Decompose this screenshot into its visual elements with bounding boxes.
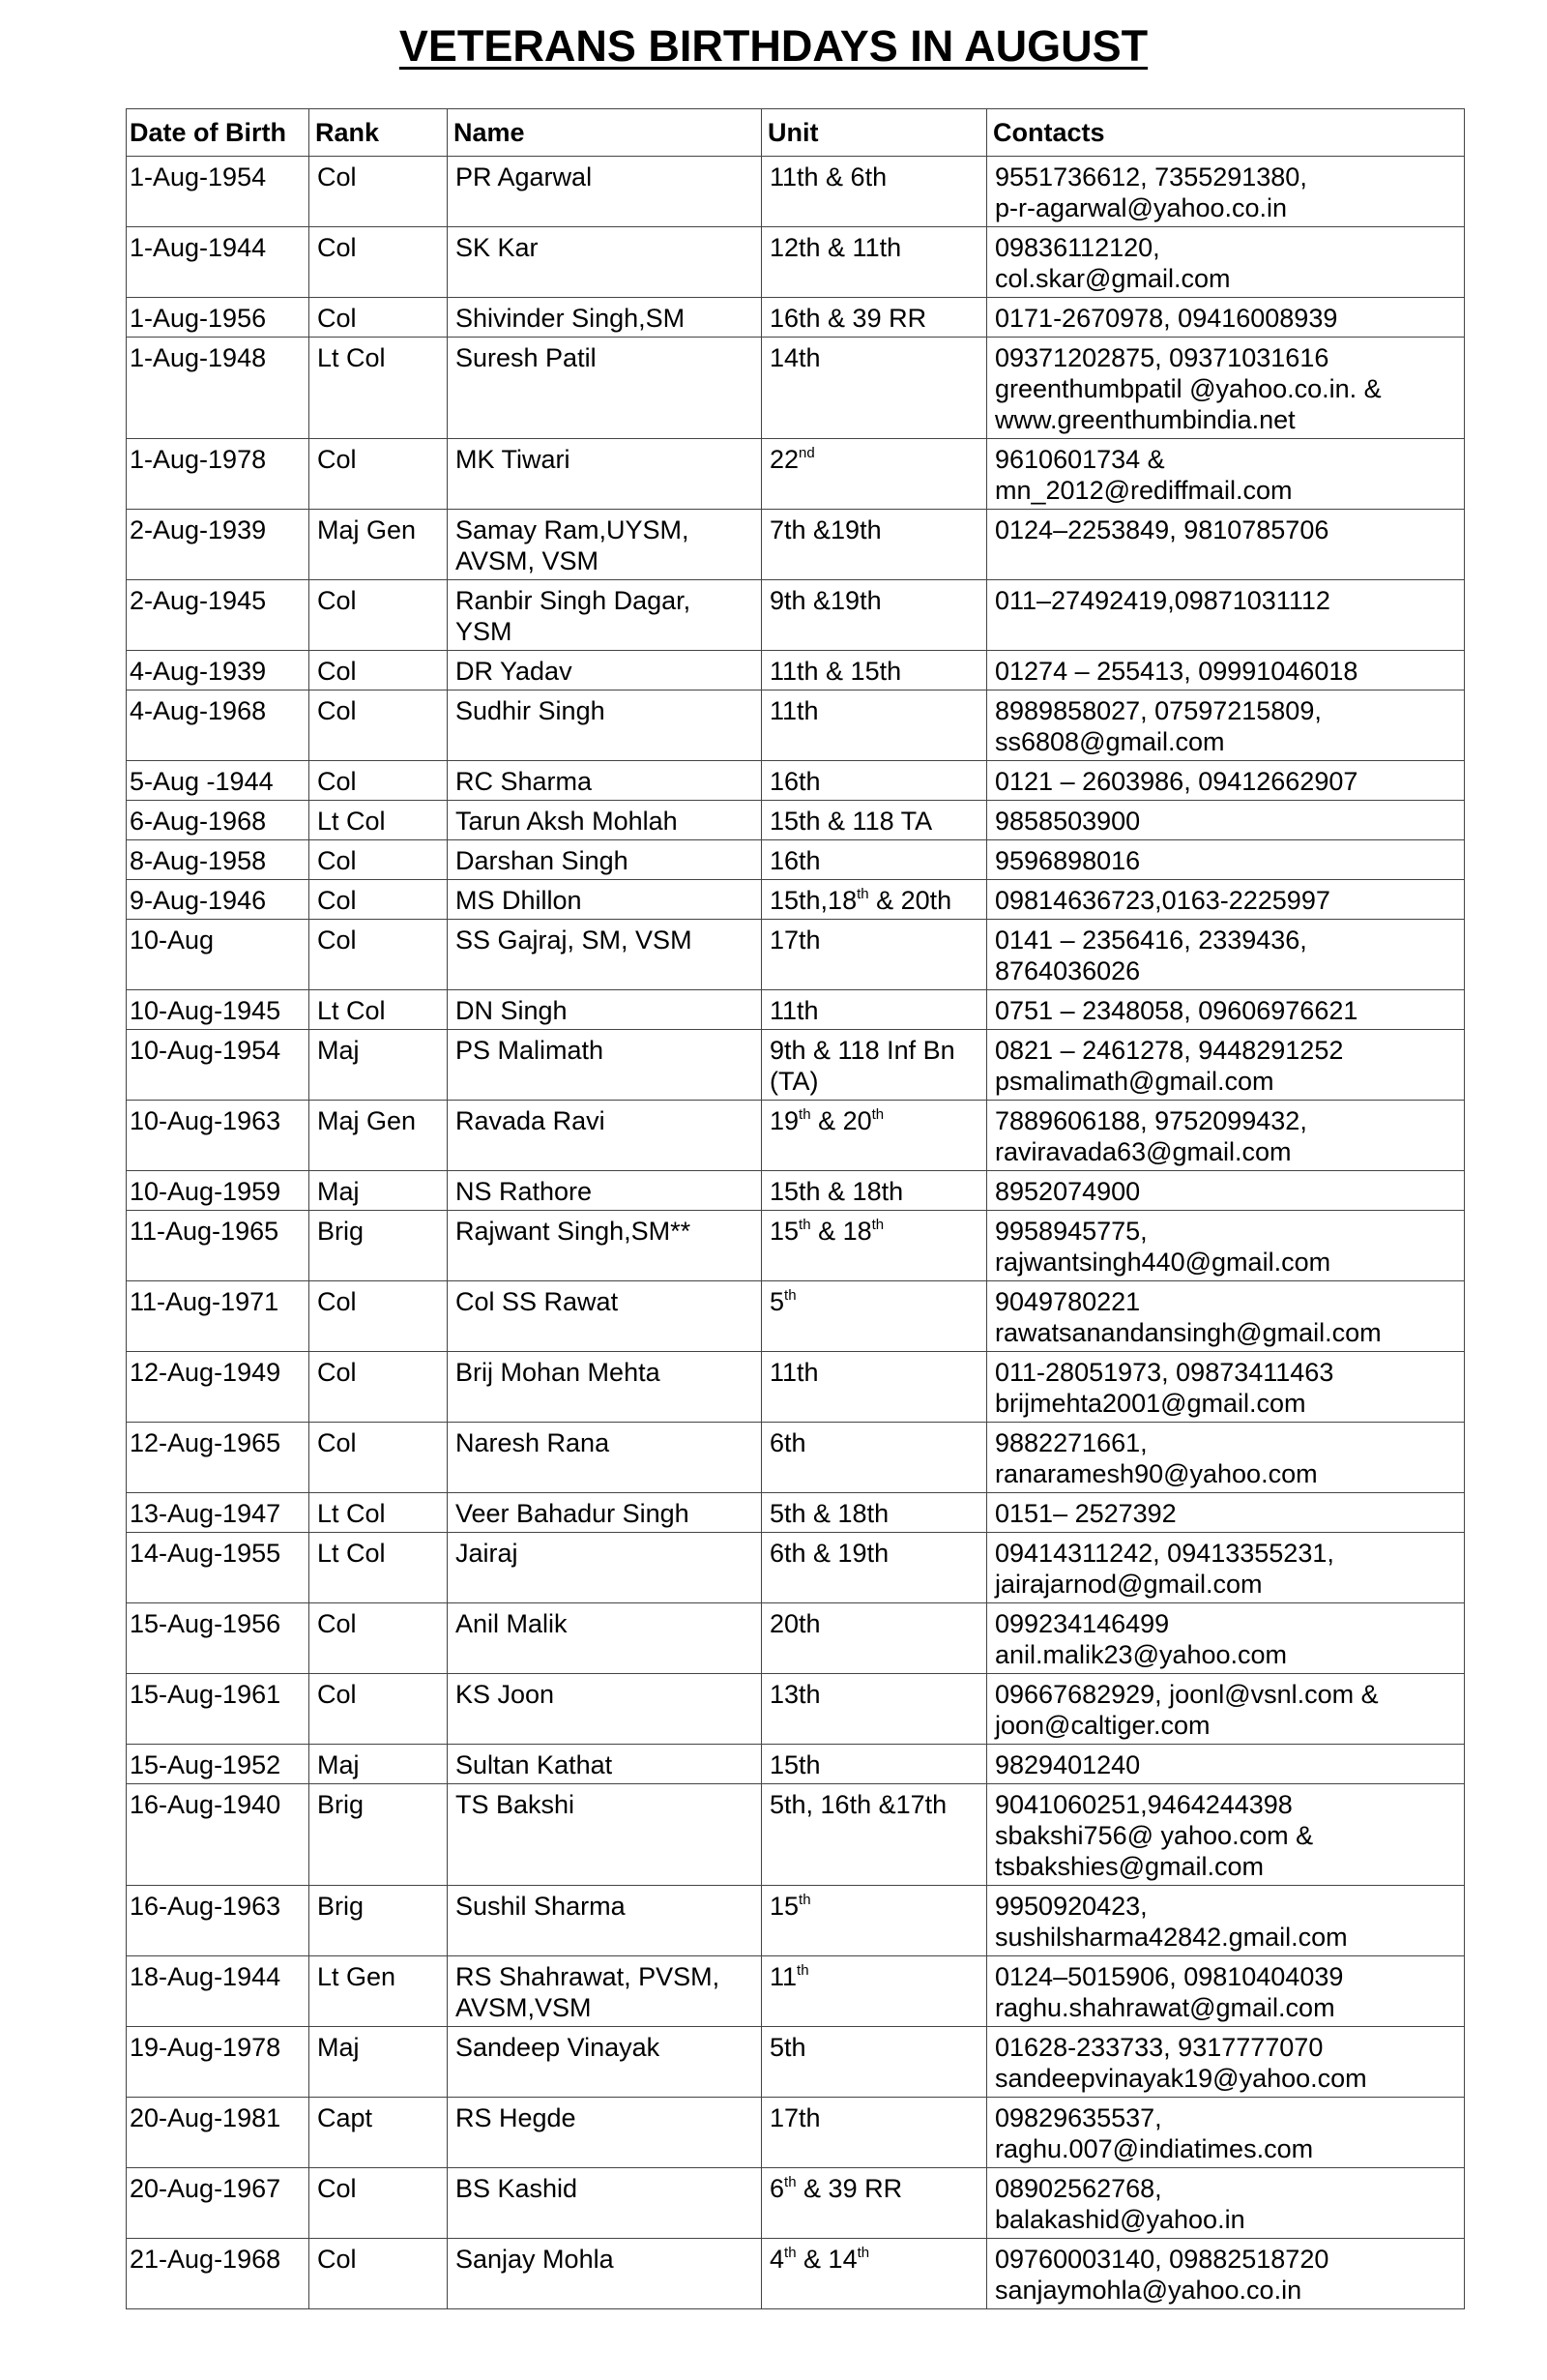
table-row (127, 298, 1465, 338)
contacts-cell: 0751 – 2348058, 09606976621 (987, 990, 1465, 1030)
contacts-cell: 0124–2253849, 9810785706 (987, 510, 1465, 580)
rank-cell: Col (309, 2239, 448, 2309)
table-row (127, 1281, 1465, 1352)
rank-cell: Col (309, 1423, 448, 1493)
table-row (127, 157, 1465, 227)
unit-cell: 15th (762, 1886, 987, 1956)
rank-cell: Lt Gen (309, 1956, 448, 2027)
contacts-cell: 011-28051973, 09873411463 brijmehta2001@gmail.com (987, 1352, 1465, 1423)
unit-cell: 15th (762, 1745, 987, 1784)
table-row (127, 1493, 1465, 1533)
contacts-cell: 0151– 2527392 (987, 1493, 1465, 1533)
header-unit: Unit (762, 109, 987, 157)
contacts-cell: 09414311242, 09413355231, jairajarnod@gmail.com (987, 1533, 1465, 1603)
date-of-birth-cell: 16-Aug-1940 (127, 1784, 309, 1886)
date-of-birth-cell: 4-Aug-1939 (127, 651, 309, 690)
rank-cell: Lt Col (309, 338, 448, 439)
contacts-cell: 9049780221 rawatsanandansingh@gmail.com (987, 1281, 1465, 1352)
name-cell: SS Gajraj, SM, VSM (448, 920, 762, 990)
name-cell: NS Rathore (448, 1171, 762, 1211)
contacts-cell: 01628-233733, 9317777070 sandeepvinayak19@yahoo.com (987, 2027, 1465, 2098)
contacts-cell: 09814636723,0163-2225997 (987, 880, 1465, 920)
unit-cell: 5th, 16th &17th (762, 1784, 987, 1886)
date-of-birth-cell: 10-Aug-1945 (127, 990, 309, 1030)
name-cell: DN Singh (448, 990, 762, 1030)
birthdays-table (126, 108, 1465, 2309)
table-row (127, 761, 1465, 801)
unit-cell: 15th & 118 TA (762, 801, 987, 840)
contacts-cell: 9610601734 & mn_2012@rediffmail.com (987, 439, 1465, 510)
rank-cell: Col (309, 1674, 448, 1745)
table-header-row (127, 109, 1465, 157)
name-cell: Anil Malik (448, 1603, 762, 1674)
date-of-birth-cell: 20-Aug-1981 (127, 2098, 309, 2168)
contacts-cell: 011–27492419,09871031112 (987, 580, 1465, 651)
name-cell: Samay Ram,UYSM, AVSM, VSM (448, 510, 762, 580)
contacts-cell: 8989858027, 07597215809, ss6808@gmail.com (987, 690, 1465, 761)
name-cell: RS Hegde (448, 2098, 762, 2168)
header-rank: Rank (309, 109, 448, 157)
unit-cell: 17th (762, 2098, 987, 2168)
table-row (127, 1352, 1465, 1423)
rank-cell: Capt (309, 2098, 448, 2168)
name-cell: DR Yadav (448, 651, 762, 690)
name-cell: RS Shahrawat, PVSM, AVSM,VSM (448, 1956, 762, 2027)
header-date-of-birth: Date of Birth (127, 109, 309, 157)
date-of-birth-cell: 1-Aug-1978 (127, 439, 309, 510)
unit-cell: 15th,18th & 20th (762, 880, 987, 920)
rank-cell: Col (309, 761, 448, 801)
contacts-cell: 0821 – 2461278, 9448291252 psmalimath@gmail.com (987, 1030, 1465, 1101)
name-cell: BS Kashid (448, 2168, 762, 2239)
unit-cell: 9th &19th (762, 580, 987, 651)
unit-cell: 20th (762, 1603, 987, 1674)
table-row (127, 651, 1465, 690)
rank-cell: Lt Col (309, 1533, 448, 1603)
unit-cell: 16th (762, 761, 987, 801)
unit-cell: 11th (762, 1352, 987, 1423)
rank-cell: Col (309, 1603, 448, 1674)
date-of-birth-cell: 10-Aug-1959 (127, 1171, 309, 1211)
date-of-birth-cell: 6-Aug-1968 (127, 801, 309, 840)
name-cell: Ravada Ravi (448, 1101, 762, 1171)
table-row (127, 2098, 1465, 2168)
date-of-birth-cell: 18-Aug-1944 (127, 1956, 309, 2027)
rank-cell: Col (309, 2168, 448, 2239)
name-cell: Sultan Kathat (448, 1745, 762, 1784)
contacts-cell: 09836112120, col.skar@gmail.com (987, 227, 1465, 298)
rank-cell: Col (309, 880, 448, 920)
contacts-cell: 7889606188, 9752099432, raviravada63@gmail.com (987, 1101, 1465, 1171)
rank-cell: Maj (309, 1745, 448, 1784)
rank-cell: Col (309, 651, 448, 690)
unit-cell: 14th (762, 338, 987, 439)
unit-cell: 11th (762, 990, 987, 1030)
table-row (127, 990, 1465, 1030)
name-cell: SK Kar (448, 227, 762, 298)
name-cell: Jairaj (448, 1533, 762, 1603)
rank-cell: Maj Gen (309, 1101, 448, 1171)
unit-cell: 16th (762, 840, 987, 880)
contacts-cell: 08902562768, balakashid@yahoo.in (987, 2168, 1465, 2239)
contacts-cell: 8952074900 (987, 1171, 1465, 1211)
contacts-cell: 9958945775, rajwantsingh440@gmail.com (987, 1211, 1465, 1281)
table-row (127, 1423, 1465, 1493)
table-row (127, 580, 1465, 651)
name-cell: Sushil Sharma (448, 1886, 762, 1956)
name-cell: TS Bakshi (448, 1784, 762, 1886)
header-name: Name (448, 109, 762, 157)
table-row (127, 1886, 1465, 1956)
rank-cell: Maj Gen (309, 510, 448, 580)
date-of-birth-cell: 2-Aug-1939 (127, 510, 309, 580)
rank-cell: Brig (309, 1784, 448, 1886)
rank-cell: Maj (309, 1030, 448, 1101)
name-cell: Sandeep Vinayak (448, 2027, 762, 2098)
name-cell: Rajwant Singh,SM** (448, 1211, 762, 1281)
contacts-cell: 9882271661, ranaramesh90@yahoo.com (987, 1423, 1465, 1493)
date-of-birth-cell: 14-Aug-1955 (127, 1533, 309, 1603)
table-row (127, 801, 1465, 840)
contacts-cell: 0141 – 2356416, 2339436, 8764036026 (987, 920, 1465, 990)
unit-cell: 5th & 18th (762, 1493, 987, 1533)
table-body (127, 157, 1465, 2309)
unit-cell: 4th & 14th (762, 2239, 987, 2309)
unit-cell: 7th &19th (762, 510, 987, 580)
date-of-birth-cell: 13-Aug-1947 (127, 1493, 309, 1533)
unit-cell: 5th (762, 1281, 987, 1352)
date-of-birth-cell: 15-Aug-1952 (127, 1745, 309, 1784)
date-of-birth-cell: 8-Aug-1958 (127, 840, 309, 880)
name-cell: PS Malimath (448, 1030, 762, 1101)
date-of-birth-cell: 12-Aug-1949 (127, 1352, 309, 1423)
table-row (127, 338, 1465, 439)
table-row (127, 1784, 1465, 1886)
date-of-birth-cell: 2-Aug-1945 (127, 580, 309, 651)
contacts-cell: 9551736612, 7355291380, p-r-agarwal@yahoo.co.in (987, 157, 1465, 227)
table-row (127, 1603, 1465, 1674)
name-cell: MS Dhillon (448, 880, 762, 920)
contacts-cell: 9950920423, sushilsharma42842.gmail.com (987, 1886, 1465, 1956)
date-of-birth-cell: 16-Aug-1963 (127, 1886, 309, 1956)
unit-cell: 5th (762, 2027, 987, 2098)
rank-cell: Col (309, 840, 448, 880)
table-row (127, 840, 1465, 880)
contacts-cell: 099234146499 anil.malik23@yahoo.com (987, 1603, 1465, 1674)
rank-cell: Brig (309, 1886, 448, 1956)
date-of-birth-cell: 11-Aug-1971 (127, 1281, 309, 1352)
date-of-birth-cell: 1-Aug-1954 (127, 157, 309, 227)
rank-cell: Lt Col (309, 801, 448, 840)
date-of-birth-cell: 12-Aug-1965 (127, 1423, 309, 1493)
name-cell: PR Agarwal (448, 157, 762, 227)
rank-cell: Col (309, 227, 448, 298)
contacts-cell: 9829401240 (987, 1745, 1465, 1784)
contacts-cell: 09371202875, 09371031616 greenthumbpatil @yahoo.co.in. & www.greenthumbindia.net (987, 338, 1465, 439)
unit-cell: 11th (762, 1956, 987, 2027)
unit-cell: 6th & 39 RR (762, 2168, 987, 2239)
table-row (127, 2027, 1465, 2098)
unit-cell: 11th & 6th (762, 157, 987, 227)
contacts-cell: 09667682929, joonl@vsnl.com & joon@caltiger.com (987, 1674, 1465, 1745)
table-row (127, 2168, 1465, 2239)
table-row (127, 920, 1465, 990)
contacts-cell: 0171-2670978, 09416008939 (987, 298, 1465, 338)
date-of-birth-cell: 15-Aug-1956 (127, 1603, 309, 1674)
date-of-birth-cell: 9-Aug-1946 (127, 880, 309, 920)
table-row (127, 1956, 1465, 2027)
rank-cell: Brig (309, 1211, 448, 1281)
table-row (127, 880, 1465, 920)
name-cell: RC Sharma (448, 761, 762, 801)
table-row (127, 1101, 1465, 1171)
rank-cell: Maj (309, 1171, 448, 1211)
name-cell: Shivinder Singh,SM (448, 298, 762, 338)
date-of-birth-cell: 11-Aug-1965 (127, 1211, 309, 1281)
contacts-cell: 9596898016 (987, 840, 1465, 880)
name-cell: Tarun Aksh Mohlah (448, 801, 762, 840)
name-cell: Ranbir Singh Dagar, YSM (448, 580, 762, 651)
rank-cell: Col (309, 580, 448, 651)
table-row (127, 1533, 1465, 1603)
date-of-birth-cell: 1-Aug-1948 (127, 338, 309, 439)
date-of-birth-cell: 19-Aug-1978 (127, 2027, 309, 2098)
rank-cell: Maj (309, 2027, 448, 2098)
table-row (127, 690, 1465, 761)
date-of-birth-cell: 10-Aug-1954 (127, 1030, 309, 1101)
name-cell: Col SS Rawat (448, 1281, 762, 1352)
contacts-cell: 9858503900 (987, 801, 1465, 840)
page-title: VETERANS BIRTHDAYS IN AUGUST (398, 21, 1149, 71)
contacts-cell: 0121 – 2603986, 09412662907 (987, 761, 1465, 801)
name-cell: KS Joon (448, 1674, 762, 1745)
rank-cell: Col (309, 1352, 448, 1423)
contacts-cell: 9041060251,9464244398 sbakshi756@ yahoo.com & tsbakshies@gmail.com (987, 1784, 1465, 1886)
date-of-birth-cell: 21-Aug-1968 (127, 2239, 309, 2309)
unit-cell: 15th & 18th (762, 1211, 987, 1281)
date-of-birth-cell: 5-Aug -1944 (127, 761, 309, 801)
table-row (127, 439, 1465, 510)
rank-cell: Col (309, 920, 448, 990)
name-cell: Suresh Patil (448, 338, 762, 439)
unit-cell: 13th (762, 1674, 987, 1745)
unit-cell: 11th (762, 690, 987, 761)
unit-cell: 6th (762, 1423, 987, 1493)
contacts-cell: 09760003140, 09882518720 sanjaymohla@yahoo.co.in (987, 2239, 1465, 2309)
contacts-cell: 01274 – 255413, 09991046018 (987, 651, 1465, 690)
table-row (127, 1211, 1465, 1281)
rank-cell: Col (309, 439, 448, 510)
date-of-birth-cell: 10-Aug-1963 (127, 1101, 309, 1171)
table-row (127, 2239, 1465, 2309)
table-row (127, 1171, 1465, 1211)
contacts-cell: 09829635537, raghu.007@indiatimes.com (987, 2098, 1465, 2168)
name-cell: Darshan Singh (448, 840, 762, 880)
name-cell: Sudhir Singh (448, 690, 762, 761)
unit-cell: 15th & 18th (762, 1171, 987, 1211)
table-row (127, 1030, 1465, 1101)
unit-cell: 17th (762, 920, 987, 990)
date-of-birth-cell: 1-Aug-1944 (127, 227, 309, 298)
unit-cell: 16th & 39 RR (762, 298, 987, 338)
date-of-birth-cell: 4-Aug-1968 (127, 690, 309, 761)
table-row (127, 510, 1465, 580)
rank-cell: Col (309, 298, 448, 338)
name-cell: Brij Mohan Mehta (448, 1352, 762, 1423)
date-of-birth-cell: 15-Aug-1961 (127, 1674, 309, 1745)
contacts-cell: 0124–5015906, 09810404039 raghu.shahrawat@gmail.com (987, 1956, 1465, 2027)
rank-cell: Col (309, 157, 448, 227)
table-row (127, 227, 1465, 298)
unit-cell: 6th & 19th (762, 1533, 987, 1603)
rank-cell: Lt Col (309, 990, 448, 1030)
rank-cell: Lt Col (309, 1493, 448, 1533)
unit-cell: 12th & 11th (762, 227, 987, 298)
table-row (127, 1745, 1465, 1784)
date-of-birth-cell: 20-Aug-1967 (127, 2168, 309, 2239)
unit-cell: 19th & 20th (762, 1101, 987, 1171)
unit-cell: 9th & 118 Inf Bn (TA) (762, 1030, 987, 1101)
date-of-birth-cell: 1-Aug-1956 (127, 298, 309, 338)
name-cell: Naresh Rana (448, 1423, 762, 1493)
unit-cell: 22nd (762, 439, 987, 510)
rank-cell: Col (309, 690, 448, 761)
name-cell: Veer Bahadur Singh (448, 1493, 762, 1533)
name-cell: MK Tiwari (448, 439, 762, 510)
date-of-birth-cell: 10-Aug (127, 920, 309, 990)
header-contacts: Contacts (987, 109, 1465, 157)
rank-cell: Col (309, 1281, 448, 1352)
unit-cell: 11th & 15th (762, 651, 987, 690)
table-row (127, 1674, 1465, 1745)
name-cell: Sanjay Mohla (448, 2239, 762, 2309)
